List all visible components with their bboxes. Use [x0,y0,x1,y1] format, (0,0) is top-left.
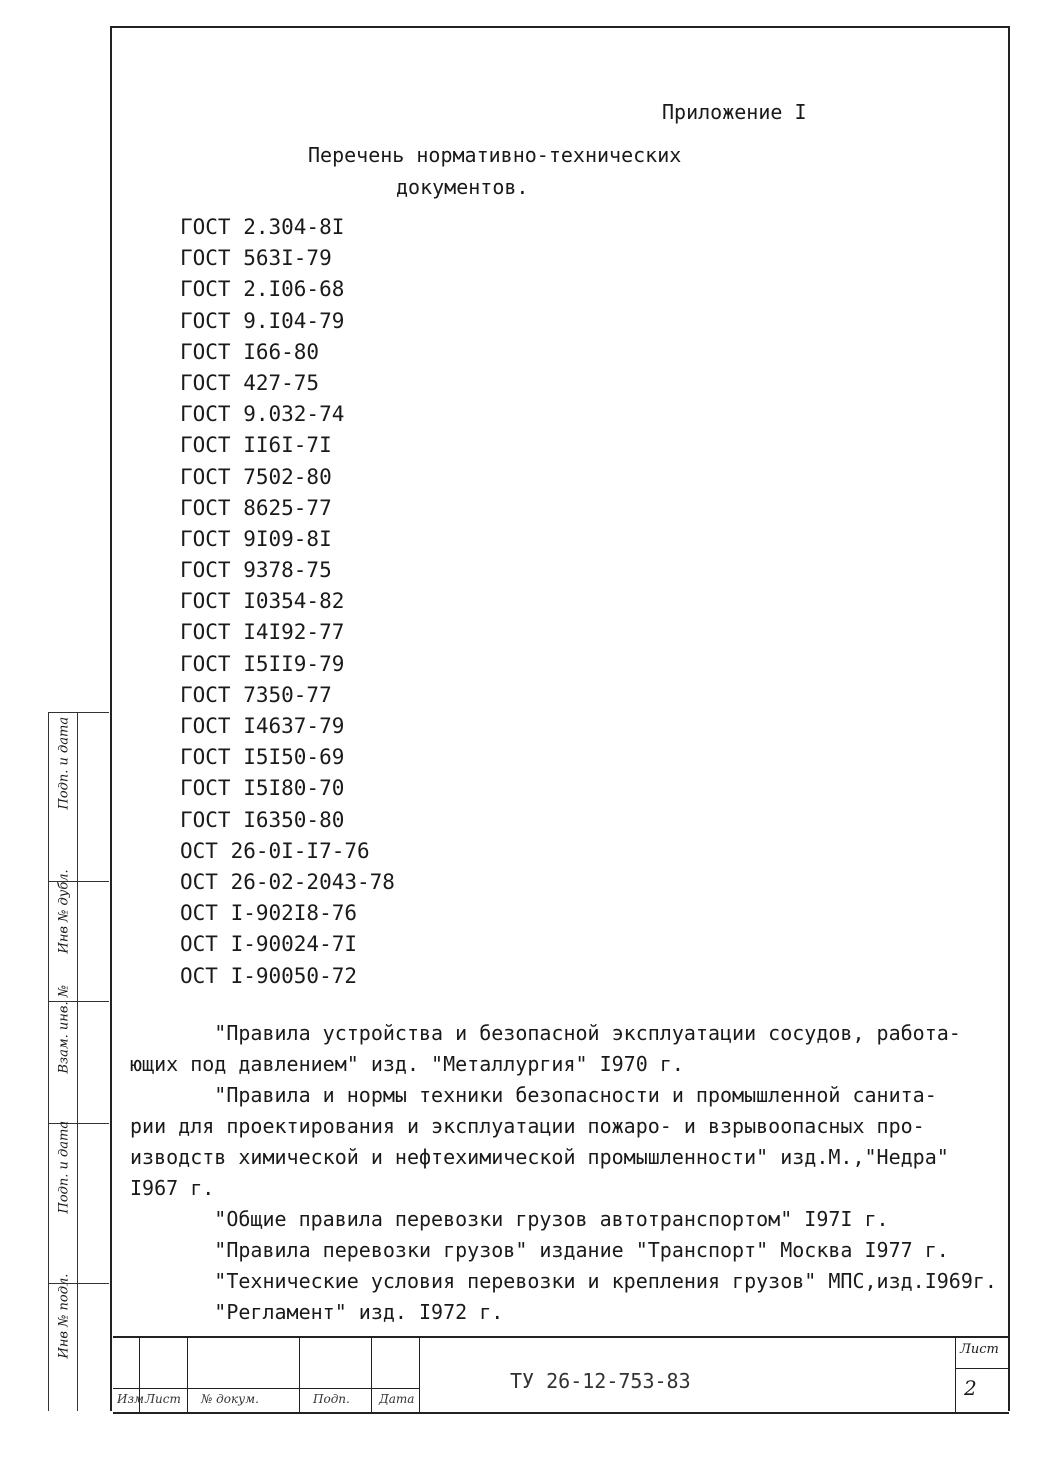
standard-item: ОСТ 26-0I-I7-76 [180,838,370,863]
col-list-label: Лист [145,1392,181,1406]
standard-item: ОСТ I-90024-7I [180,932,358,957]
standard-item: ГОСТ 9.032-74 [180,402,345,427]
title-block-divider [419,1338,420,1412]
standard-item: ГОСТ 8625-77 [180,495,332,520]
standard-item: ГОСТ I4I92-77 [180,620,345,645]
paragraph-line: "Правила устройства и безопасной эксплуатации сосудов, работа- [130,1021,961,1045]
paragraph-line: "Правила перевозки грузов" издание "Транспорт" Москва I977 г. [130,1238,949,1262]
side-stamp [48,712,109,1411]
standard-item: ГОСТ II6I-7I [180,433,332,458]
standard-item: ГОСТ I5I50-69 [180,745,345,770]
standard-item: ГОСТ I5II9-79 [180,651,345,676]
paragraph-line: ющих под давлением" изд. "Металлургия" I970 г. [130,1052,684,1076]
paragraph-line: "Регламент" изд. I972 г. [130,1300,504,1324]
standard-item: ГОСТ I0354-82 [180,589,345,614]
sheet-label: Лист [960,1342,999,1357]
standard-item: ГОСТ 7502-80 [180,464,332,489]
side-stamp-label: Подп. и дата [56,1120,72,1214]
col-izm-label: Изм [117,1392,144,1406]
standard-item: ОСТ 26-02-2043-78 [180,869,395,894]
standards-list [180,212,395,992]
standard-item: ОСТ I-902I8-76 [180,901,358,926]
standard-item: ГОСТ 9I09-8I [180,526,332,551]
title-block-divider [113,1388,419,1389]
title-block-divider [299,1338,300,1412]
paragraph-line: "Правила и нормы техники безопасности и промышленной санита- [130,1083,937,1107]
title-block-divider [955,1368,1009,1369]
side-stamp-label: Инв № дубл. [56,869,72,954]
side-stamp-label: Взам. инв. № [56,984,72,1074]
title-block-divider [955,1338,956,1412]
side-stamp-label: Инв № подл. [56,1273,72,1359]
standard-item: ГОСТ 9.I04-79 [180,308,345,333]
paragraph-line: рии для проектирования и эксплуатации пожаро- и взрывоопасных про- [130,1114,925,1138]
title-block-divider [187,1338,188,1412]
paragraph-line: "Технические условия перевозки и крепления грузов" МПС,изд.I969г. [130,1269,997,1293]
paragraph-line: "Общие правила перевозки грузов автотранспортом" I97I г. [130,1207,889,1231]
title-block-divider [371,1338,372,1412]
standard-item: ГОСТ 2.304-8I [180,215,345,239]
standard-item: ГОСТ 9378-75 [180,558,332,583]
col-podp-label: Подп. [313,1392,350,1406]
col-date-label: Дата [379,1392,415,1406]
document-title-line1: Перечень нормативно-технических [308,143,682,167]
side-stamp-divider [77,713,78,1411]
appendix-label: Приложение I [662,100,807,124]
paragraph-line: I967 г. [130,1176,215,1200]
standard-item: ГОСТ I5I80-70 [180,776,345,801]
standard-item: ГОСТ 2.I06-68 [180,277,345,302]
document-code: ТУ 26-12-753-83 [510,1369,691,1393]
standard-item: ГОСТ I6350-80 [180,807,345,832]
paragraph-line: изводств химической и нефтехимической промышленности" изд.М.,"Недра" [130,1145,949,1169]
col-doc-label: № докум. [201,1392,259,1406]
standard-item: ГОСТ 7350-77 [180,682,332,707]
regulations-text [130,1018,1010,1328]
document-title-line2: документов. [396,175,529,199]
standard-item: ОСТ I-90050-72 [180,963,358,988]
sheet-number: 2 [964,1376,977,1400]
standard-item: ГОСТ 563I-79 [180,246,332,271]
side-stamp-label: Подп. и дата [56,716,72,810]
standard-item: ГОСТ I66-80 [180,339,320,364]
standard-item: ГОСТ I4637-79 [180,714,345,738]
standard-item: ГОСТ 427-75 [180,370,320,395]
